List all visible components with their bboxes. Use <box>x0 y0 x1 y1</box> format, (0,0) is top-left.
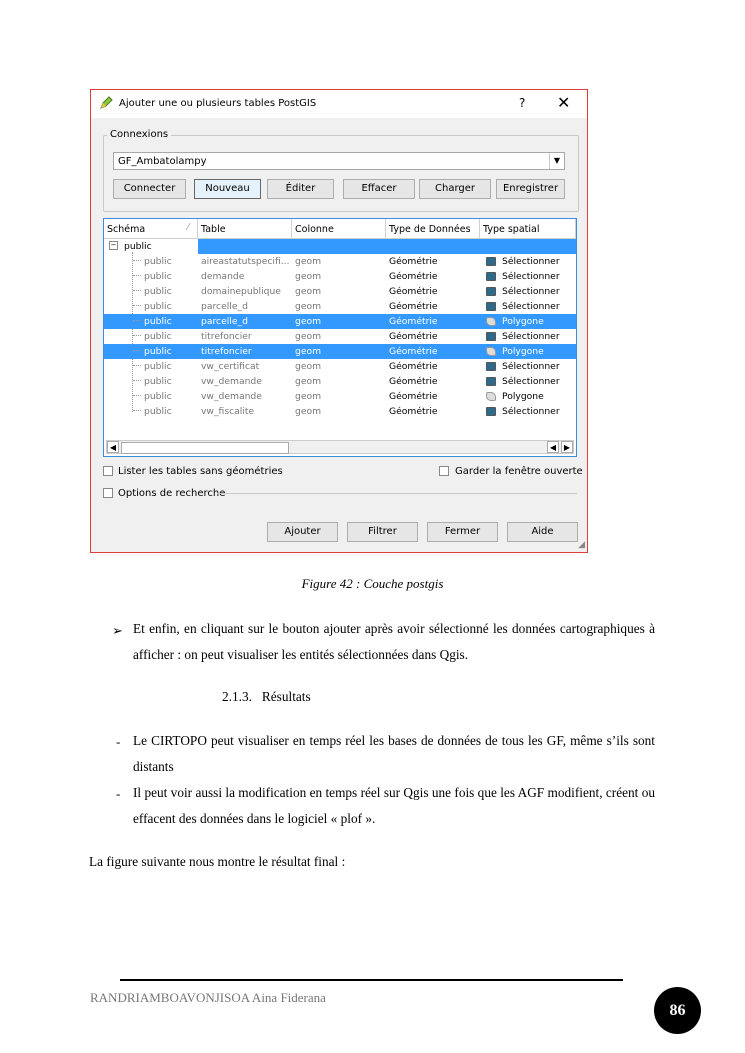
sort-icon: ⁄ <box>187 222 189 233</box>
scroll-right-icon[interactable]: ◀ <box>547 441 559 453</box>
polygon-icon <box>486 392 496 401</box>
dialog-close-button[interactable]: Fermer <box>427 522 498 542</box>
keep-open-checkbox[interactable] <box>439 466 449 476</box>
cell-spatial[interactable]: Sélectionner <box>502 331 560 342</box>
cell-column: geom <box>295 256 322 267</box>
cell-spatial[interactable]: Polygone <box>502 391 544 402</box>
search-separator <box>217 493 577 494</box>
cell-schema: public <box>144 361 172 372</box>
cell-schema: public <box>144 391 172 402</box>
cell-schema: public <box>144 316 172 327</box>
select-layer-icon <box>486 287 496 296</box>
dialog-titlebar <box>91 90 587 118</box>
save-button[interactable]: Enregistrer <box>496 179 565 199</box>
connection-select[interactable] <box>113 152 565 170</box>
help-button[interactable]: Aide <box>507 522 578 542</box>
tree-branch <box>133 380 141 381</box>
cell-schema: public <box>144 346 172 357</box>
root-selection <box>198 239 576 254</box>
cell-schema: public <box>144 301 172 312</box>
cell-type: Géométrie <box>389 271 438 282</box>
polygon-icon <box>486 347 496 356</box>
header-spatialtype[interactable]: Type spatial <box>480 219 576 239</box>
table-row[interactable] <box>104 329 576 344</box>
figure-caption: Figure 42 : Couche postgis <box>301 576 444 591</box>
scroll-thumb[interactable] <box>121 442 289 454</box>
cell-spatial[interactable]: Sélectionner <box>502 406 560 417</box>
add-button[interactable]: Ajouter <box>267 522 338 542</box>
close-icon[interactable]: ✕ <box>557 93 571 112</box>
cell-column: geom <box>295 391 322 402</box>
table-row[interactable] <box>104 359 576 374</box>
tree-branch <box>133 365 141 366</box>
select-layer-icon <box>486 332 496 341</box>
cell-schema: public <box>144 286 172 297</box>
tree-branch <box>133 350 141 351</box>
cell-spatial[interactable]: Sélectionner <box>502 271 560 282</box>
connect-button[interactable]: Connecter <box>113 179 186 199</box>
header-column[interactable]: Colonne <box>292 219 386 239</box>
tree-branch <box>133 275 141 276</box>
table-row[interactable] <box>104 269 576 284</box>
cell-column: geom <box>295 271 322 282</box>
select-layer-icon <box>486 302 496 311</box>
cell-schema: public <box>144 331 172 342</box>
cell-type: Géométrie <box>389 331 438 342</box>
resize-grip-icon[interactable]: ◢ <box>578 540 585 550</box>
delete-button[interactable]: Effacer <box>343 179 415 199</box>
scroll-left-icon[interactable]: ◀ <box>107 441 119 453</box>
table-row[interactable] <box>104 389 576 404</box>
search-options-label: Options de recherche <box>118 488 226 499</box>
cell-type: Géométrie <box>389 361 438 372</box>
result-item-1: Le CIRTOPO peut visualiser en temps réel les bases de données de tous les GF, même s’ils sont distants <box>133 733 655 774</box>
footer-rule <box>120 979 623 981</box>
cell-table: parcelle_d <box>201 316 248 327</box>
dash-bullet: - <box>116 786 121 801</box>
table-row[interactable] <box>104 314 576 329</box>
cell-table: vw_demande <box>201 391 262 402</box>
tree-branch <box>133 305 141 306</box>
cell-type: Géométrie <box>389 406 438 417</box>
cell-spatial[interactable]: Sélectionner <box>502 361 560 372</box>
connexions-label: Connexions <box>107 129 171 140</box>
cell-type: Géométrie <box>389 301 438 312</box>
section-number: 2.1.3. <box>222 689 252 704</box>
section-heading <box>222 689 311 705</box>
cell-schema: public <box>144 376 172 387</box>
header-table[interactable]: Table <box>198 219 292 239</box>
edit-button[interactable]: Éditer <box>267 179 334 199</box>
connexions-group <box>103 135 579 212</box>
select-layer-icon <box>486 362 496 371</box>
footer-author: RANDRIAMBOAVONJISOA Aina Fiderana <box>90 990 326 1005</box>
filter-button[interactable]: Filtrer <box>347 522 418 542</box>
select-layer-icon <box>486 272 496 281</box>
section-title: Résultats <box>261 689 311 704</box>
cell-column: geom <box>295 286 322 297</box>
result-item-2: Il peut voir aussi la modification en temps réel sur Qgis une fois que les AGF modifient, créent ou effacent des données dans le logiciel « plof ». <box>133 785 655 826</box>
cell-table: vw_fiscalite <box>201 406 255 417</box>
connection-value: GF_Ambatolampy <box>118 156 207 167</box>
cell-column: geom <box>295 301 322 312</box>
cell-schema: public <box>144 271 172 282</box>
tree-root-row[interactable] <box>104 239 576 254</box>
cell-column: geom <box>295 331 322 342</box>
help-icon[interactable]: ? <box>519 96 526 110</box>
tree-branch <box>133 335 141 336</box>
cell-spatial[interactable]: Polygone <box>502 316 544 327</box>
cell-type: Géométrie <box>389 286 438 297</box>
cell-type: Géométrie <box>389 376 438 387</box>
select-layer-icon <box>486 377 496 386</box>
postgis-dialog <box>90 89 588 553</box>
cell-table: domainepublique <box>201 286 281 297</box>
cell-schema: public <box>144 256 172 267</box>
new-button[interactable]: Nouveau <box>194 179 261 199</box>
tree-branch <box>133 260 141 261</box>
cell-table: titrefoncier <box>201 346 252 357</box>
scroll-right-end-icon[interactable]: ▶ <box>561 441 573 453</box>
cell-spatial[interactable]: Sélectionner <box>502 301 560 312</box>
cell-type: Géométrie <box>389 391 438 402</box>
tree-branch <box>133 290 141 291</box>
table-row[interactable] <box>104 299 576 314</box>
chevron-down-icon[interactable]: ▼ <box>549 153 564 169</box>
cell-type: Géométrie <box>389 316 438 327</box>
cell-column: geom <box>295 316 322 327</box>
page-number: 86 <box>654 987 701 1034</box>
header-schema-label: Schéma <box>107 224 146 235</box>
cell-table: titrefoncier <box>201 331 252 342</box>
table-row[interactable] <box>104 254 576 269</box>
table-row[interactable] <box>104 284 576 299</box>
cell-table: demande <box>201 271 245 282</box>
cell-table: parcelle_d <box>201 301 248 312</box>
cell-table: vw_certificat <box>201 361 260 372</box>
select-layer-icon <box>486 407 496 416</box>
header-schema[interactable] <box>104 219 198 239</box>
cell-spatial[interactable]: Sélectionner <box>502 286 560 297</box>
table-row[interactable] <box>104 374 576 389</box>
qgis-pencil-icon <box>99 96 113 110</box>
keep-open-label: Garder la fenêtre ouverte <box>455 466 583 477</box>
no-geometry-label: Lister les tables sans géométries <box>118 466 283 477</box>
cell-column: geom <box>295 346 322 357</box>
horizontal-scrollbar[interactable] <box>106 440 574 454</box>
tree-branch <box>133 410 141 411</box>
cell-table: vw_demande <box>201 376 262 387</box>
table-row[interactable] <box>104 404 576 419</box>
cell-spatial[interactable]: Polygone <box>502 346 544 357</box>
closing-sentence: La figure suivante nous montre le résultat final : <box>89 854 346 869</box>
arrow-bullet-icon: ➢ <box>112 623 123 638</box>
tree-branch <box>133 395 141 396</box>
load-button[interactable]: Charger <box>419 179 491 199</box>
cell-column: geom <box>295 361 322 372</box>
select-layer-icon <box>486 257 496 266</box>
tree-branch <box>133 320 141 321</box>
cell-spatial[interactable]: Sélectionner <box>502 256 560 267</box>
cell-spatial[interactable]: Sélectionner <box>502 376 560 387</box>
no-geometry-checkbox[interactable] <box>103 466 113 476</box>
cell-type: Géométrie <box>389 256 438 267</box>
cell-type: Géométrie <box>389 346 438 357</box>
collapse-icon[interactable]: − <box>110 241 117 249</box>
polygon-icon <box>486 317 496 326</box>
cell-column: geom <box>295 406 322 417</box>
dialog-title: Ajouter une ou plusieurs tables PostGIS <box>119 98 317 109</box>
header-datatype[interactable]: Type de Données <box>386 219 480 239</box>
dash-bullet: - <box>116 734 121 749</box>
cell-table: aireastatutspecifi... <box>201 256 290 267</box>
bullet-paragraph: Et enfin, en cliquant sur le bouton ajouter après avoir sélectionné les données cartographiques à afficher : on peut visualiser les entités sélectionnées dans Qgis. <box>133 621 655 662</box>
table-row[interactable] <box>104 344 576 359</box>
root-schema-label: public <box>124 241 152 252</box>
cell-column: geom <box>295 376 322 387</box>
search-options-checkbox[interactable] <box>103 488 113 498</box>
cell-schema: public <box>144 406 172 417</box>
tables-grid[interactable] <box>103 218 577 457</box>
